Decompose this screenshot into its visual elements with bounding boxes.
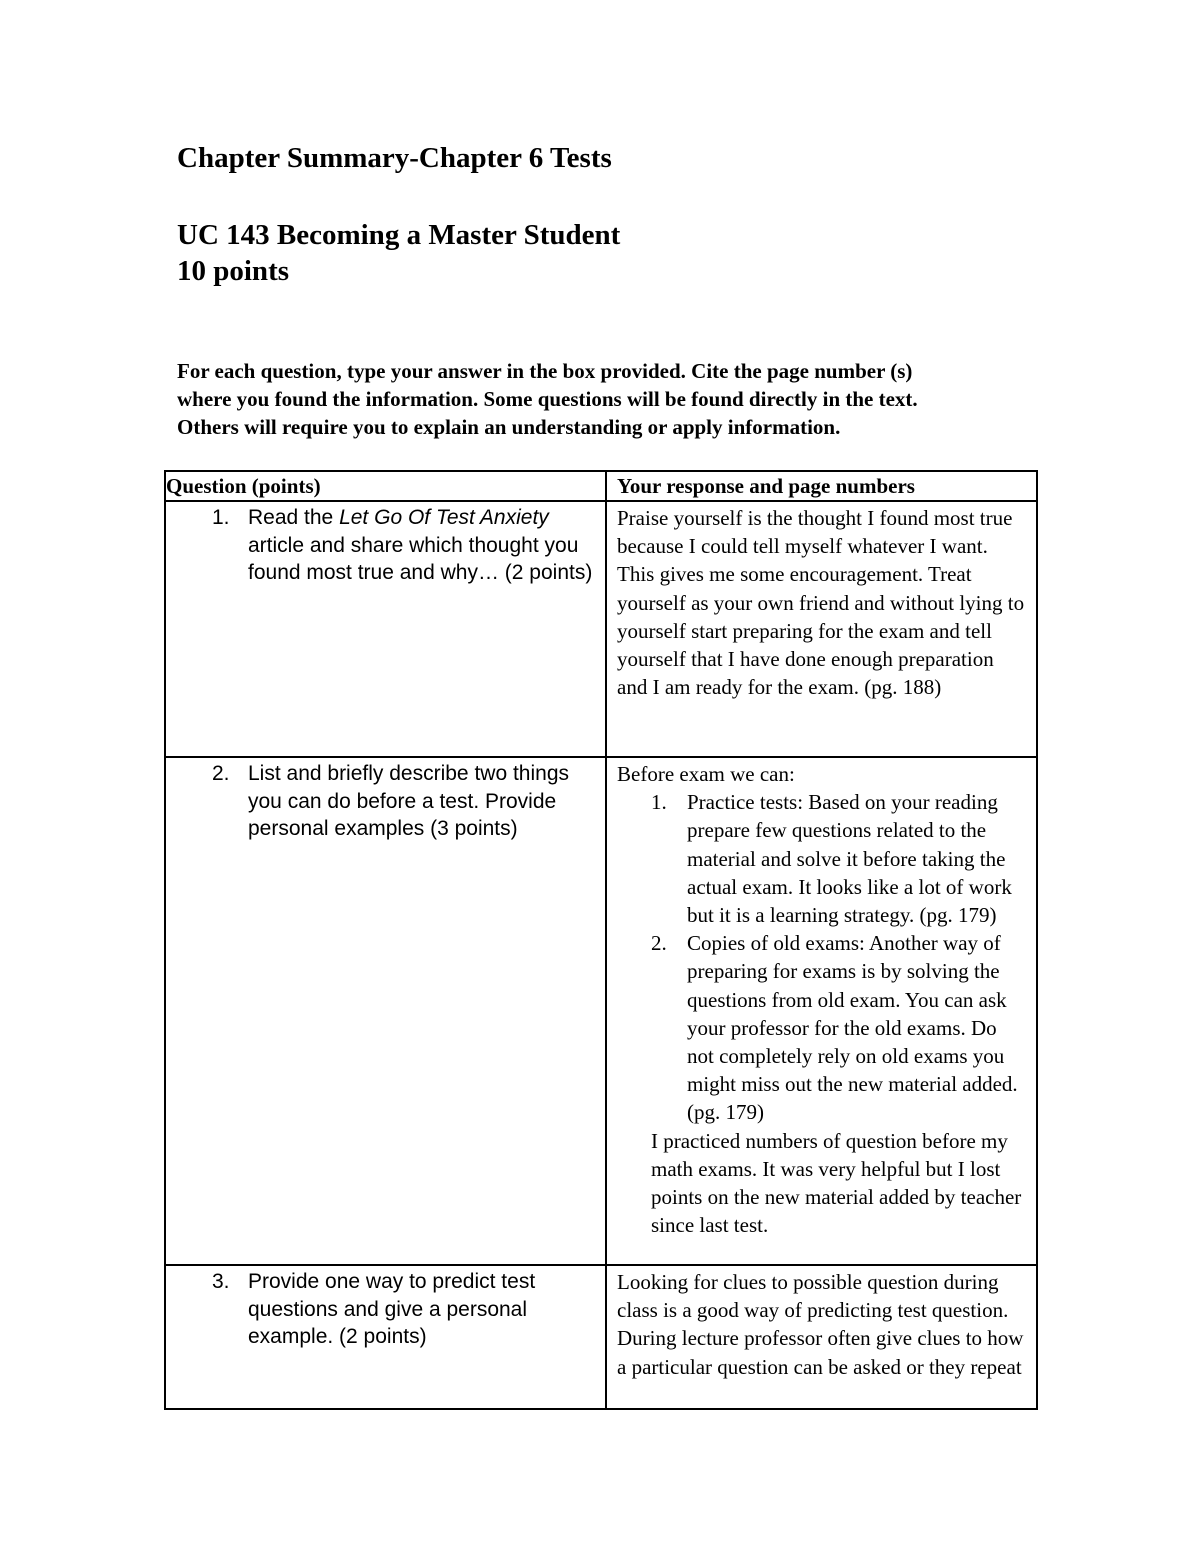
- instructions-line-3: Others will require you to explain an understanding or apply information.: [177, 415, 841, 439]
- table-row: [165, 501, 1037, 757]
- question-cell: [165, 757, 606, 1265]
- answer-list-item: [617, 788, 1026, 929]
- question-cell: [165, 501, 606, 757]
- question-number: 1.: [212, 506, 230, 529]
- list-item-text: Practice tests: Based on your reading prepare few questions related to the material and solve it before taking the actual exam. It looks like a lot of work but it is a learning strategy. (pg. 179): [687, 790, 1012, 928]
- answer-cell[interactable]: [606, 1265, 1037, 1409]
- answer-3: Looking for clues to possible question during class is a good way of predicting test question. During lecture professor often give clues to how a particular question can be asked or they repeat: [617, 1270, 1024, 1379]
- question-number: 2.: [212, 762, 230, 785]
- question-table: [164, 470, 1038, 1410]
- table-row: [165, 1265, 1037, 1409]
- article-title: Let Go Of Test Anxiety: [339, 506, 549, 529]
- question-text-end: article and share which thought you found most true and why… (2 points): [248, 533, 593, 584]
- course-points: 10 points: [177, 255, 290, 287]
- instructions-line-1: For each question, type your answer in the box provided. Cite the page number (s): [177, 359, 913, 383]
- personal-example: I practiced numbers of question before my math exams. It was very helpful but I lost points on the new material added by teacher since last test.: [651, 1128, 1022, 1238]
- list-number: 2.: [651, 931, 667, 956]
- question-3: [166, 1266, 605, 1351]
- list-item-text: Copies of old exams: Another way of preparing for exams is by solving the questions from old exam. You can ask your professor for the old exams. Do not completely rely on old exams you might miss out the new material added. (pg. 179): [687, 931, 1018, 1125]
- instructions: [177, 357, 1037, 441]
- table-header-row: [165, 471, 1037, 501]
- course-name: UC 143 Becoming a Master Student: [177, 219, 621, 251]
- question-text: List and briefly describe two things you can do before a test. Provide personal examples (3 points): [248, 762, 569, 840]
- question-1: [166, 502, 605, 587]
- column-header-response: Your response and page numbers: [606, 471, 1037, 501]
- answer-cell[interactable]: [606, 757, 1037, 1265]
- course-heading: [177, 217, 620, 289]
- answer-list-item: [617, 929, 1026, 1126]
- answer-cell[interactable]: [606, 501, 1037, 757]
- question-cell: [165, 1265, 606, 1409]
- instructions-line-2: where you found the information. Some questions will be found directly in the text.: [177, 387, 918, 411]
- table-row: [165, 757, 1037, 1265]
- answer-2: [607, 758, 1036, 1239]
- question-text-start: Read the: [248, 506, 340, 529]
- list-number: 1.: [651, 790, 667, 815]
- question-number: 3.: [212, 1270, 230, 1293]
- question-2: [166, 758, 605, 843]
- page-title: Chapter Summary-Chapter 6 Tests: [177, 142, 612, 174]
- question-text: Provide one way to predict test questions and give a personal example. (2 points): [248, 1270, 536, 1348]
- answer-intro: Before exam we can:: [617, 762, 795, 786]
- column-header-question: Question (points): [165, 471, 606, 501]
- answer-1: Praise yourself is the thought I found most true because I could tell myself whatever I want. This gives me some encouragement. Treat yourself as your own friend and without lying to yourself start preparing for the exam and tell yourself that I have done enough preparation and I am ready for the exam. (pg. 188): [617, 506, 1025, 700]
